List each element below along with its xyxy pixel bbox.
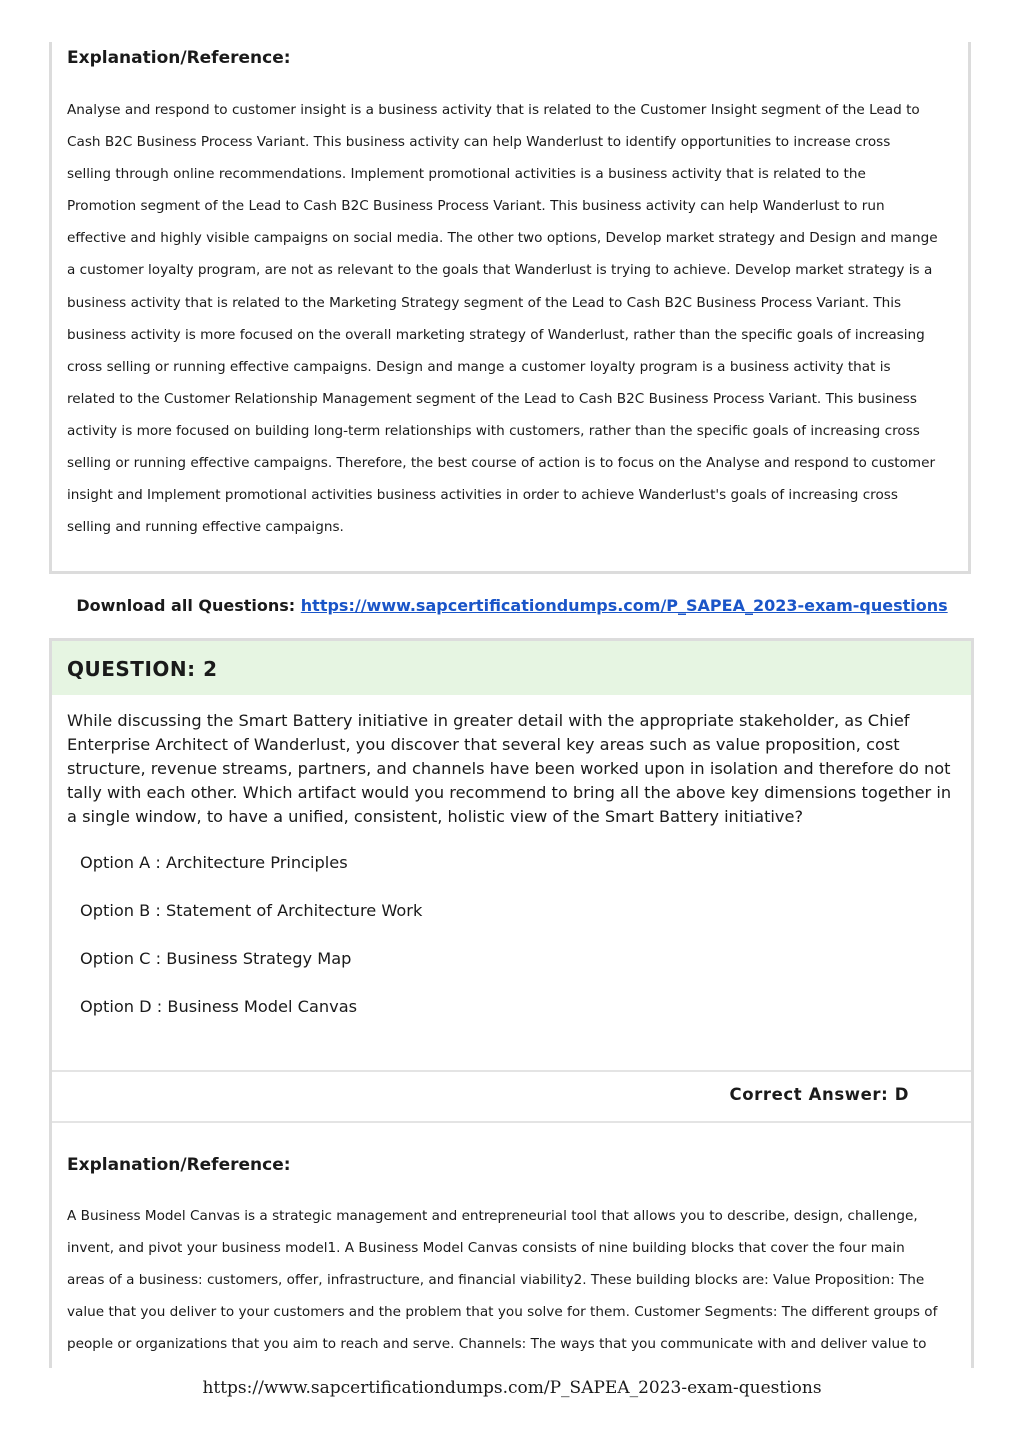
question-box [49, 638, 974, 1368]
download-label: Download all Questions: [76, 596, 296, 615]
option-b: Option B : Statement of Architecture Work [80, 901, 423, 920]
option-a: Option A : Architecture Principles [80, 853, 348, 872]
explanation-text: Analyse and respond to customer insight is a business activity that is related to the Customer Insight segment of the Lead to Cash B2C Business Process Variant. This business activity can help Wanderlust to identify opportunities to increase cross selling through online recommendations. Implement promotional activities is a business activity that is related to the Promotion segment of the Lead to Cash B2C Business Process Variant. This business activity can help Wanderlust to run effective and highly visible campaigns on social media. The other two options, Develop market strategy and Design and mange a customer loyalty program, are not as relevant to the goals that Wanderlust is trying to achieve. Develop market strategy is a business activity that is related to the Marketing Strategy segment of the Lead to Cash B2C Business Process Variant. This business activity is more focused on the overall marketing strategy of Wanderlust, rather than the specific goals of increasing cross selling or running effective campaigns. Design and mange a customer loyalty program is a business activity that is related to the Customer Relationship Management segment of the Lead to Cash B2C Business Process Variant. This business activity is more focused on building long-term relationships with customers, rather than the specific goals of increasing cross selling or running effective campaigns. Therefore, the best course of action is to focus on the Analyse and respond to customer insight and Implement promotional activities business activities in order to achieve Wanderlust's goals of increasing cross selling and running effective campaigns. [67, 102, 938, 536]
download-line [0, 596, 1024, 615]
option-d: Option D : Business Model Canvas [80, 997, 358, 1016]
explanation-box-1 [49, 42, 971, 574]
footer-url: https://www.sapcertificationdumps.com/P_SAPEA_2023-exam-questions [202, 1378, 822, 1398]
explanation-title: Explanation/Reference: [67, 48, 291, 68]
divider [52, 1070, 971, 1072]
question-text: While discussing the Smart Battery initiative in greater detail with the appropriate stakeholder, as Chief Enterprise Architect of Wanderlust, you discover that several key areas such as value proposition, cost structure, revenue streams, partners, and channels have been worked upon in isolation and therefore do not tally with each other. Which artifact would you recommend to bring all the above key dimensions together in a single window, to have a unified, consistent, holistic view of the Smart Battery initiative? [67, 711, 952, 826]
explanation-title: Explanation/Reference: [67, 1155, 291, 1175]
download-link[interactable]: https://www.sapcertificationdumps.com/P_SAPEA_2023-exam-questions [300, 596, 948, 615]
question-title: QUESTION: 2 [67, 657, 218, 681]
divider [52, 1121, 971, 1123]
correct-answer: Correct Answer: D [729, 1085, 909, 1104]
question-header [52, 641, 971, 695]
option-c: Option C : Business Strategy Map [80, 949, 352, 968]
explanation-text: A Business Model Canvas is a strategic management and entrepreneurial tool that allows you to describe, design, challenge, invent, and pivot your business model1. A Business Model Canvas consists of nine building blocks that cover the four main areas of a business: customers, offer, infrastructure, and financial viability2. These building blocks are: Value Proposition: The value that you deliver to your customers and the problem that you solve for them. Customer Segments: The different groups of people or organizations that you aim to reach and serve. Channels: The ways that you communicate with and deliver value to [67, 1208, 938, 1353]
